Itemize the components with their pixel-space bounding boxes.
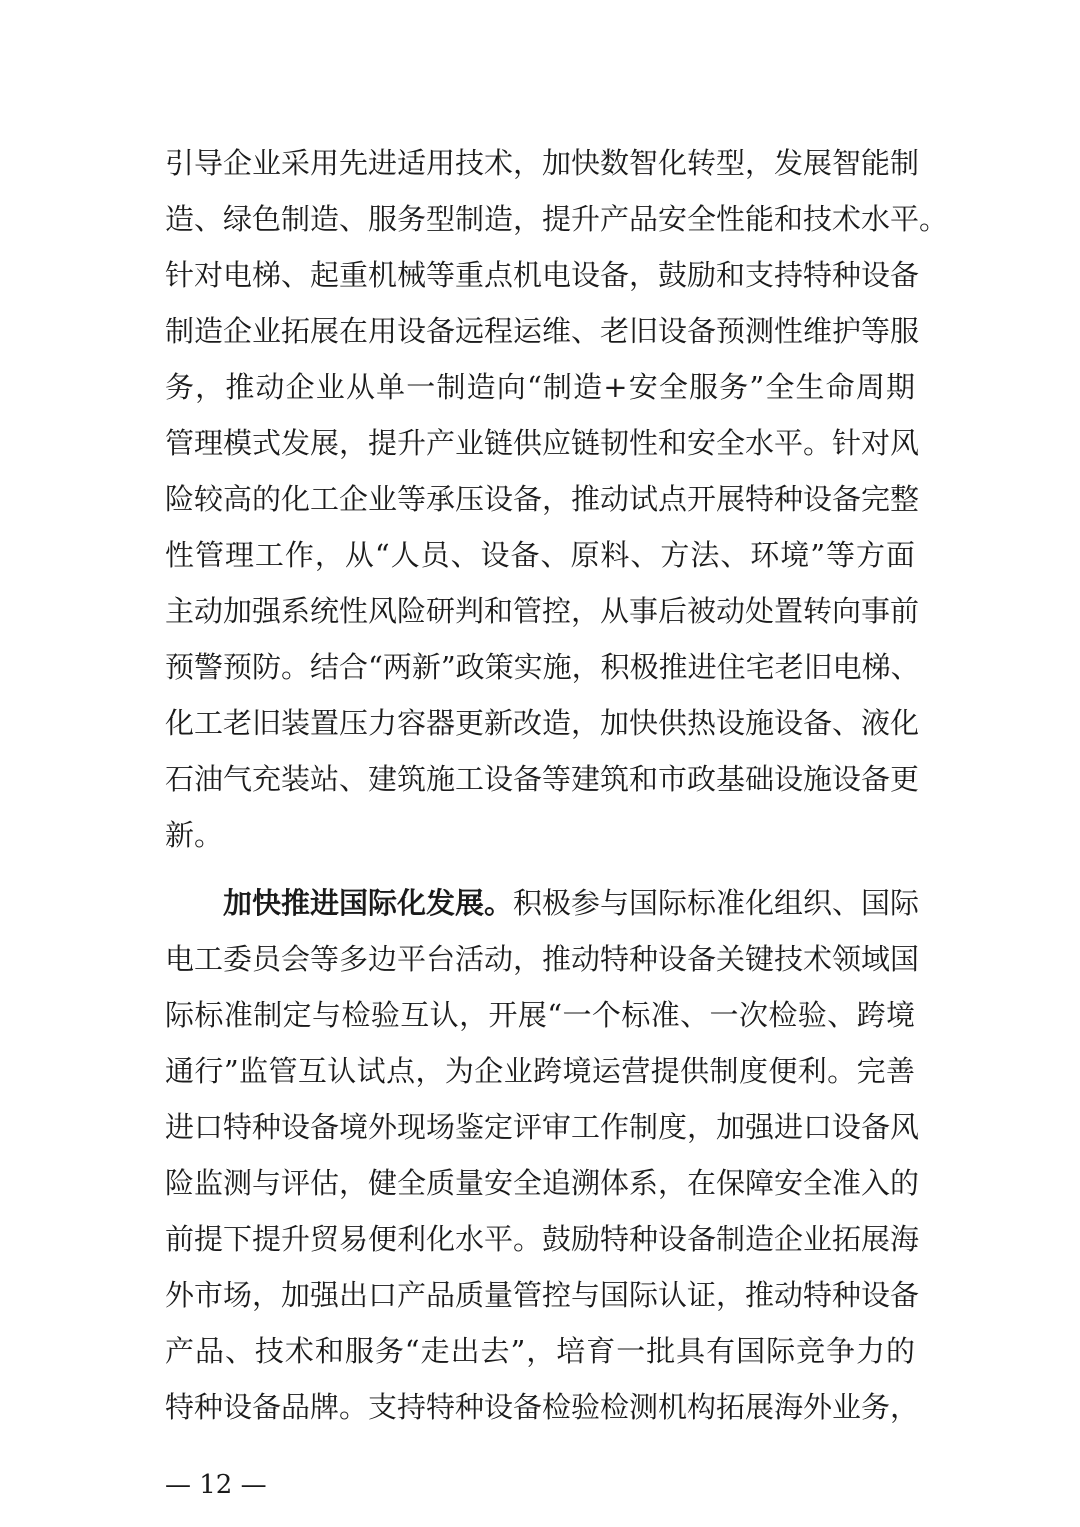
- paragraph-line: 主动加强系统性风险研判和管控，从事后被动处置转向事前: [165, 594, 920, 628]
- paragraph-line: 针对电梯、起重机械等重点机电设备，鼓励和支持特种设备: [165, 258, 920, 292]
- paragraph-line: 险较高的化工企业等承压设备，推动试点开展特种设备完整: [165, 482, 920, 516]
- paragraph-line: 造、绿色制造、服务型制造，提升产品安全性能和技术水平。: [165, 202, 949, 236]
- paragraph-line: 进口特种设备境外现场鉴定评审工作制度，加强进口设备风: [165, 1110, 920, 1144]
- paragraph-line: 务，推动企业从单一制造向“制造+安全服务”全生命周期: [165, 370, 915, 404]
- section-heading: 加快推进国际化发展。: [223, 886, 514, 920]
- paragraph-line: 特种设备品牌。支持特种设备检验检测机构拓展海外业务，: [165, 1390, 920, 1424]
- paragraph-line: 制造企业拓展在用设备远程运维、老旧设备预测性维护等服: [165, 314, 920, 348]
- paragraph-line: 险监测与评估，健全质量安全追溯体系，在保障安全准入的: [165, 1166, 920, 1200]
- paragraph-first-line: [223, 883, 920, 923]
- paragraph-line-text: 积极参与国际标准化组织、国际: [513, 886, 920, 920]
- paragraph-line: 预警预防。结合“两新”政策实施，积极推进住宅老旧电梯、: [165, 650, 920, 684]
- paragraph-line: 电工委员会等多边平台活动，推动特种设备关键技术领域国: [165, 942, 920, 976]
- paragraph-line: 引导企业采用先进适用技术，加快数智化转型，发展智能制: [165, 146, 920, 180]
- page-number: — 12 —: [165, 1470, 267, 1500]
- paragraph-line: 外市场，加强出口产品质量管控与国际认证，推动特种设备: [165, 1278, 920, 1312]
- paragraph-line: 产品、技术和服务“走出去”，培育一批具有国际竞争力的: [165, 1334, 915, 1368]
- paragraph-line: 通行”监管互认试点，为企业跨境运营提供制度便利。完善: [165, 1054, 915, 1088]
- paragraph-line: 化工老旧装置压力容器更新改造，加快供热设施设备、液化: [165, 706, 920, 740]
- paragraph-line: 石油气充装站、建筑施工设备等建筑和市政基础设施设备更: [165, 762, 920, 796]
- paragraph-line: 前提下提升贸易便利化水平。鼓励特种设备制造企业拓展海: [165, 1222, 920, 1256]
- paragraph-line: 际标准制定与检验互认，开展“一个标准、一次检验、跨境: [165, 998, 915, 1032]
- paragraph-line: 管理模式发展，提升产业链供应链韧性和安全水平。针对风: [165, 426, 920, 460]
- paragraph-line: 性管理工作，从“人员、设备、原料、方法、环境”等方面: [165, 538, 915, 572]
- paragraph-line: 新。: [165, 818, 224, 852]
